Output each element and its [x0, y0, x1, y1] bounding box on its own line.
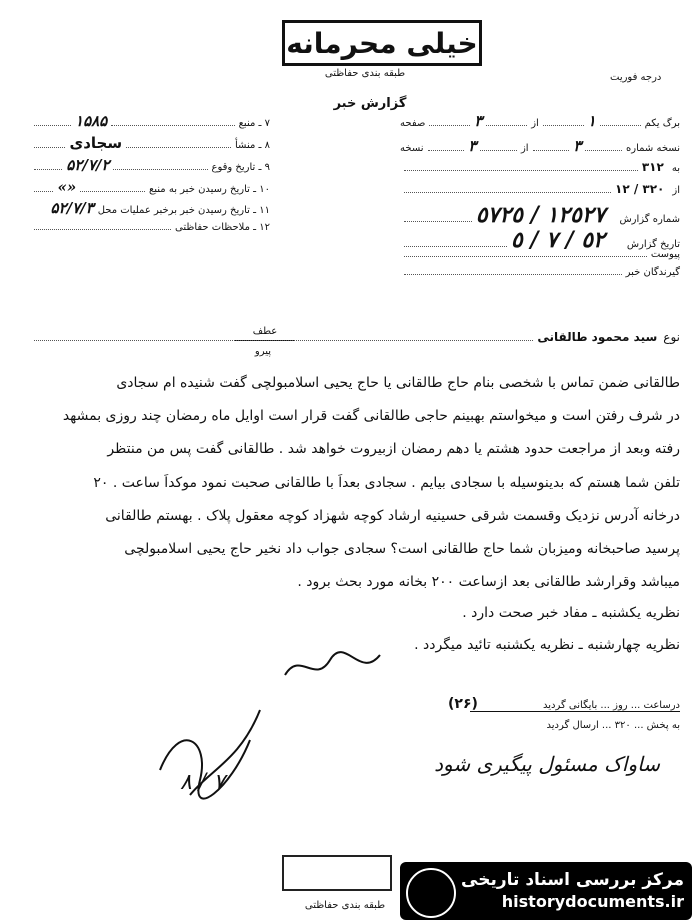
body-line: طالقانی ضمن تماس با شخصی بنام حاج طالقانی یا حاج یحیی اسلامبولچی گفت شنیده ام سجادی: [116, 375, 680, 391]
subject-value: سید محمود طالقانی: [537, 330, 658, 344]
archive-name: مرکز بررسی اسناد تاریخی: [461, 870, 684, 890]
security-classification-label: طبقه بندی حفاظتی: [324, 68, 406, 79]
handwritten-note: ساواک مسئول پیگیری شود: [434, 752, 660, 776]
handwritten-initials: ۸ / ۷: [180, 770, 226, 795]
form-field-occurrence-date: ۹ ـ تاریخ وقوع ۵۲/۷/۲: [30, 156, 270, 174]
followup-label: پیرو: [254, 346, 272, 357]
distribution-note: به پخش ... ۳۲۰ ... ارسال گردید: [546, 720, 680, 731]
form-field-report-number: شماره گزارش ١٢٥٢٧ / ٥٧٢٥: [400, 202, 680, 228]
reference-number: (۲۶): [448, 696, 478, 712]
form-field-from: از ٣٢٠ / ١٢: [400, 182, 680, 196]
form-field-source: ۷ ـ منبع ۱۵۸۵: [30, 112, 270, 130]
reference-label: عطف: [252, 326, 278, 337]
form-field-recipients: گیرندگان خبر: [400, 266, 680, 278]
form-field-report-date: تاریخ گزارش ٥٢ / ٧ / ٥: [400, 227, 680, 253]
archive-logo-icon: [406, 868, 456, 918]
body-line: تلفن شما هستم که بدینوسیله با سجادی بیایم . سجادی بعداً با طالقانی صحبت نمود موکداً ساعت . ۲۰: [93, 475, 680, 491]
body-line: درخانه آدرس نزدیک وقسمت شرقی حسینیه ارشاد کوچه شهزاد کوچه معقول پلاک . بهستم طالقانی: [105, 508, 680, 524]
body-line: میباشد وقرارشد طالقانی بعد ازساعت ۲۰۰ بخانه مورد بحث برود .: [297, 574, 680, 590]
form-field-origin: ۸ ـ منشأ سجادی: [30, 134, 270, 152]
form-field-page: برگ یکم ١ از ٣ صفحه: [400, 112, 680, 130]
stamp-label: خیلی محرمانه: [286, 26, 478, 60]
form-field-received-operations: ۱۱ ـ تاریخ رسیدن خبر برخبر عملیات محل ۵۲/۷/۳: [50, 199, 270, 217]
subject-label: نوع: [663, 330, 680, 344]
body-line: در شرف رفتن است و میخواستم بهبینم حاجی طالقانی گفت قرار است اوایل ماه رمضان چند روزی بمشهد: [62, 408, 680, 424]
form-field-received-source: ۱۰ ـ تاریخ رسیدن خبر به منبع «»: [30, 178, 270, 196]
signature-scribble-icon: [280, 640, 390, 690]
archive-note: درساعت ... روز ... بایگانی گردید: [470, 700, 680, 712]
handwritten-signature-icon: [150, 700, 270, 810]
bottom-stamp: [282, 855, 392, 891]
bottom-classification-label: طبقه بندی حفاظتی: [304, 900, 386, 911]
classification-stamp: [282, 20, 482, 66]
report-title: گزارش خبر: [333, 96, 407, 111]
archive-url: historydocuments.ir: [501, 892, 684, 911]
body-line: رفته وبعد از مراجعت حدود هشتم یا دهم رمضان ازبیروت خواهد شد . طالقانی گفت پس من منتظر: [107, 441, 680, 457]
form-field-to: به ٣١٢: [400, 160, 680, 174]
body-line: نظریه چهارشنبه ـ نظریه یکشنبه تائید میگردد .: [414, 637, 680, 653]
archive-badge: [400, 862, 692, 920]
form-field-attachment: پیوست: [400, 248, 680, 260]
subject-row: [30, 330, 680, 344]
urgency-label: درجه فوریت: [610, 72, 662, 83]
form-field-copy: نسخه شماره ٣ از ٣ نسخه: [400, 137, 680, 155]
body-line: نظریه یکشنبه ـ مفاد خبر صحت دارد .: [462, 605, 680, 621]
form-field-security-notes: ۱۲ ـ ملاحظات حفاظتی: [30, 221, 270, 233]
body-line: پرسید صاحبخانه ومیزبان شما حاج طالقانی است؟ سجادی جواب داد نخیر حاج یحیی اسلامبولچی: [124, 541, 680, 557]
